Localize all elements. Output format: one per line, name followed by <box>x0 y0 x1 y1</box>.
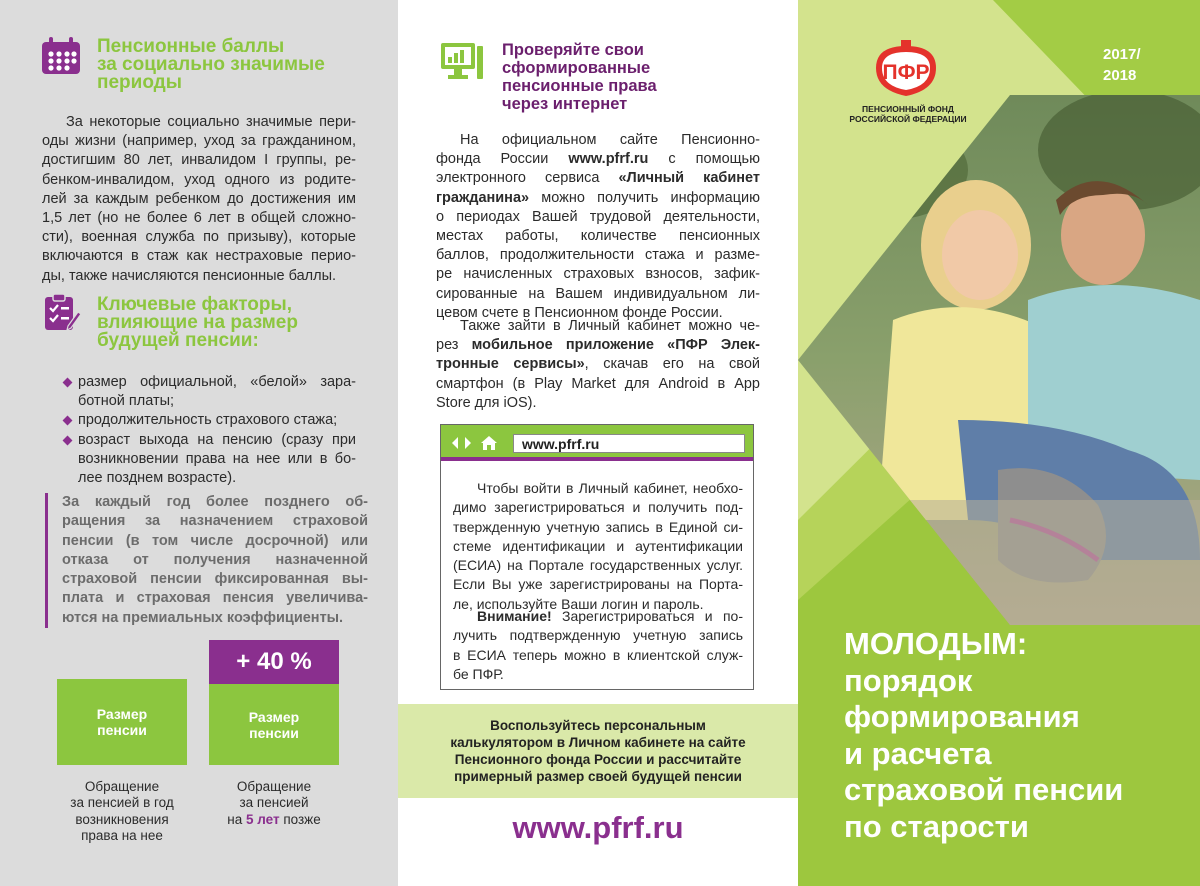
late-retirement-note <box>45 493 368 628</box>
text-line: Store для iOS). <box>436 394 537 411</box>
text-line: тронные сервисы», скачав его на свой <box>436 356 760 373</box>
mobile-app-text <box>436 317 760 413</box>
back-arrow-icon <box>452 437 458 449</box>
text-line: твержденную учетную запись в Единой си- <box>453 518 743 535</box>
text-line: в ЕСИА теперь можно в клиентской служ- <box>453 646 743 663</box>
text-line: димо зарегистрироваться и получить под- <box>453 499 743 516</box>
year: 2017/ 2018 <box>1103 46 1141 84</box>
text-line: (ЕСИА) на Портале государственных услуг. <box>453 557 743 574</box>
text-line: За некоторые социально значимые пери- <box>66 114 356 130</box>
heading-key-factors: Ключевые факторы, влияющие на размер будущей пенсии: <box>97 294 298 351</box>
factor-item: продолжительность страхового стажа; <box>62 411 356 430</box>
attention-label: Внимание! <box>477 608 552 624</box>
factor-item: размер официальной, «белой» зара- ботной платы; <box>62 373 356 411</box>
text-line: цевом счете в Пенсионном фонде России. <box>436 304 723 321</box>
text-line: баллов, продолжительности стажа и разме- <box>436 247 760 264</box>
pension-points-text <box>42 113 356 286</box>
forward-arrow-icon <box>465 437 471 449</box>
text-line: смартфон (в Play Market для Android в App <box>436 375 760 392</box>
text-line: бенком-инвалидом, уход одного из родите- <box>42 171 356 188</box>
key-factors-list <box>62 373 356 488</box>
brochure-title: МОЛОДЫМ: порядок формирования и расчета страховой пенсии по старости <box>844 626 1124 844</box>
pfr-logo <box>868 38 944 100</box>
calculator-banner: Воспользуйтесь персональным калькулятором в Личном кабинете на сайте Пенсионного фонда России и рассчитайте примерный размер своей будущей пенсии <box>398 704 798 798</box>
calendar-icon <box>40 36 82 76</box>
quote-line: ращения за назначением страховой <box>62 513 368 530</box>
text-line: ре начисленных страховых взносов, зафик- <box>436 266 760 283</box>
pension-size-box-ontime: Размер пенсии <box>57 679 187 765</box>
text-line: местах работы, количестве пенсионных <box>436 228 760 245</box>
text-line: включаются в стаж как нестраховые перио- <box>42 248 356 265</box>
text-line: Внимание! Зарегистрироваться и по- <box>477 608 743 624</box>
heading-check-online: Проверяйте свои сформированные пенсионные права через интернет <box>502 41 657 113</box>
quote-line: За каждый год более позднего об- <box>62 494 368 510</box>
checklist-icon <box>42 292 82 332</box>
text-line: достигшим 80 лет, инвалидом I группы, ре- <box>42 152 356 169</box>
pension-size-box-later: Размер пенсии <box>209 684 339 765</box>
computer-icon <box>440 40 484 82</box>
browser-window <box>440 424 754 690</box>
text-line: рез мобильное приложение «ПФР Элек- <box>436 337 760 354</box>
text-line: Также зайти в Личный кабинет можно че- <box>460 318 760 334</box>
factor-item: возраст выхода на пенсию (сразу при возникновении права на нее или в бо- лее позднем возрасте). <box>62 431 356 489</box>
text-line: о периодах Вашей трудовой деятельности, <box>436 208 760 225</box>
text-line: стеме идентификации и аутентификации <box>453 537 743 554</box>
attention-text <box>453 607 743 684</box>
org-name: ПЕНСИОННЫЙ ФОНД РОССИЙСКОЙ ФЕДЕРАЦИИ <box>849 104 967 124</box>
caption-later: Обращение за пенсией на 5 лет позже <box>227 779 321 827</box>
heading-pension-points: Пенсионные баллы за социально значимые периоды <box>97 36 325 93</box>
text-line: лучить подтвержденную учетную запись <box>453 627 743 644</box>
browser-toolbar <box>441 425 753 457</box>
text-line: гражданина» можно получить информацию <box>436 189 760 206</box>
url-bar[interactable]: www.pfrf.ru <box>513 434 745 453</box>
text-line: лей за каждым ребенком до достижения им <box>42 190 356 207</box>
website-link[interactable]: www.pfrf.ru <box>512 810 684 845</box>
quote-line: ются на премиальных коэффициенты. <box>62 609 344 626</box>
home-icon <box>481 436 497 450</box>
text-line: фонда России www.pfrf.ru с помощью <box>436 151 760 168</box>
text-line: На официальном сайте Пенсионно- <box>460 132 760 148</box>
text-line: оды жизни (например, уход за гражданином, <box>42 133 356 150</box>
text-line: Чтобы войти в Личный кабинет, необхо- <box>477 480 743 496</box>
text-line: электронного сервиса «Личный кабинет <box>436 170 760 187</box>
quote-line: страховой пенсии фиксированная вы- <box>62 571 368 588</box>
text-line: 1,5 лет (но не более 6 лет в общей сложно- <box>42 210 356 227</box>
text-line: бе ПФР. <box>453 665 504 682</box>
text-line: Если Вы уже зарегистрированы на Порта- <box>453 576 743 593</box>
left-panel <box>0 0 398 886</box>
text-line: сированные на Вашем индивидуальном ли- <box>436 285 760 302</box>
quote-line: плата и страховая пенсия увеличива- <box>62 590 368 607</box>
personal-account-text <box>436 131 760 323</box>
text-line: ды, также начисляются пенсионные баллы. <box>42 267 337 284</box>
text-line: сти), военная служба по призыву), которые <box>42 229 356 246</box>
svg-text:ПФР: ПФР <box>882 61 930 84</box>
bonus-badge: + 40 % <box>209 640 339 684</box>
text-line: ле, используйте Ваши логин и пароль. <box>453 595 704 612</box>
quote-line: пенсии (в том числе досрочной) или <box>62 532 368 549</box>
quote-line: отказа от получения назначенной <box>62 551 368 568</box>
esia-text <box>453 479 743 614</box>
caption-ontime: Обращение за пенсией в год возникновения права на нее <box>70 779 174 843</box>
